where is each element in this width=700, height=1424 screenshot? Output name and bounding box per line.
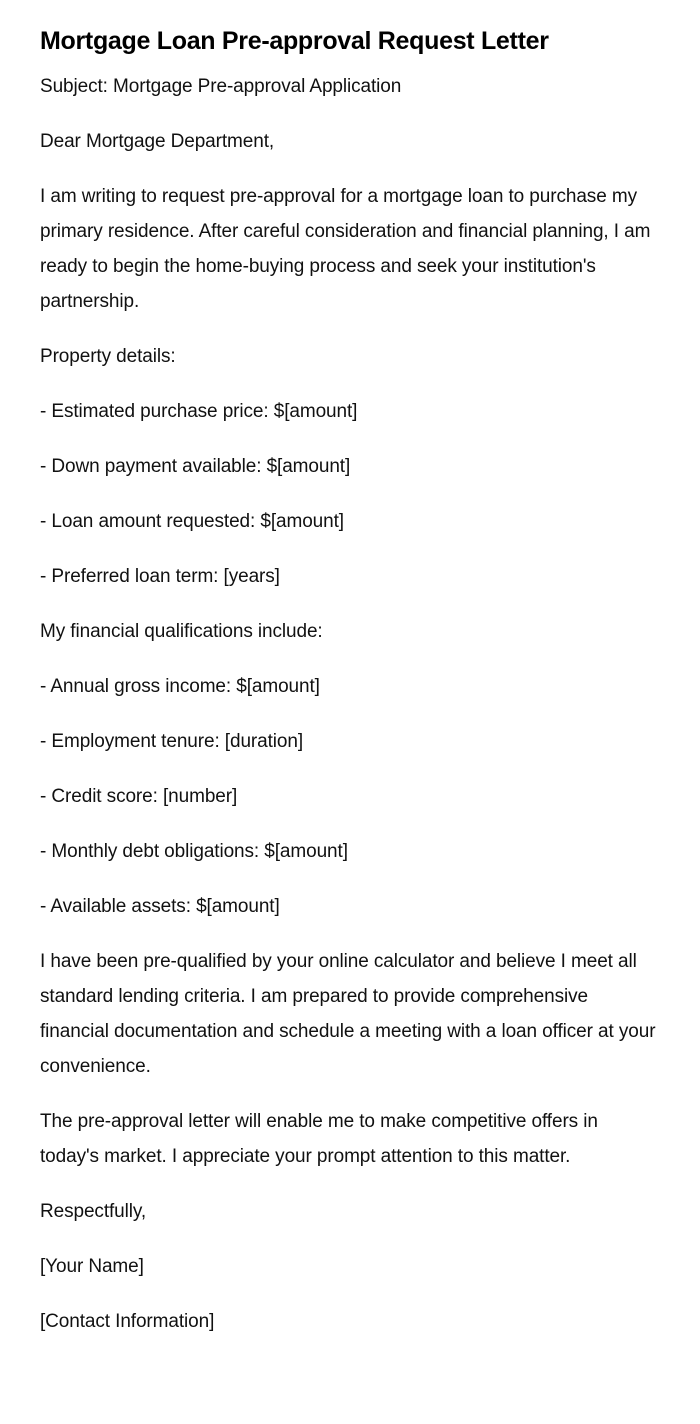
prequalification-paragraph: I have been pre-qualified by your online calculator and believe I meet all standard lending criteria. I am prepared to provide comprehensive financial documentation and schedule a meeting with a loan officer at your convenience. (40, 951, 656, 1077)
list-item: - Loan amount requested: $[amount] (40, 511, 344, 532)
intro-paragraph: I am writing to request pre-approval for a mortgage loan to purchase my primary residence. After careful consideration and financial planning, I am ready to begin the home-buying process and seek your institution's partnership. (40, 186, 651, 312)
financial-qualifications-heading: My financial qualifications include: (40, 621, 323, 642)
list-item: - Available assets: $[amount] (40, 896, 280, 917)
list-item: - Preferred loan term: [years] (40, 566, 280, 587)
property-details-heading: Property details: (40, 346, 176, 367)
sign-off: Respectfully, (40, 1201, 147, 1222)
list-item: - Credit score: [number] (40, 786, 238, 807)
list-item: - Monthly debt obligations: $[amount] (40, 841, 348, 862)
salutation: Dear Mortgage Department, (40, 131, 275, 152)
list-item: - Employment tenure: [duration] (40, 731, 304, 752)
list-item: - Annual gross income: $[amount] (40, 676, 320, 697)
list-item: - Estimated purchase price: $[amount] (40, 401, 358, 422)
page-title: Mortgage Loan Pre-approval Request Letter (40, 27, 549, 55)
closing-paragraph: The pre-approval letter will enable me to make competitive offers in today's market. I appreciate your prompt attention to this matter. (40, 1111, 598, 1167)
signature-name: [Your Name] (40, 1256, 144, 1277)
subject-line: Subject: Mortgage Pre-approval Application (40, 76, 402, 97)
list-item: - Down payment available: $[amount] (40, 456, 351, 477)
contact-information: [Contact Information] (40, 1311, 215, 1332)
